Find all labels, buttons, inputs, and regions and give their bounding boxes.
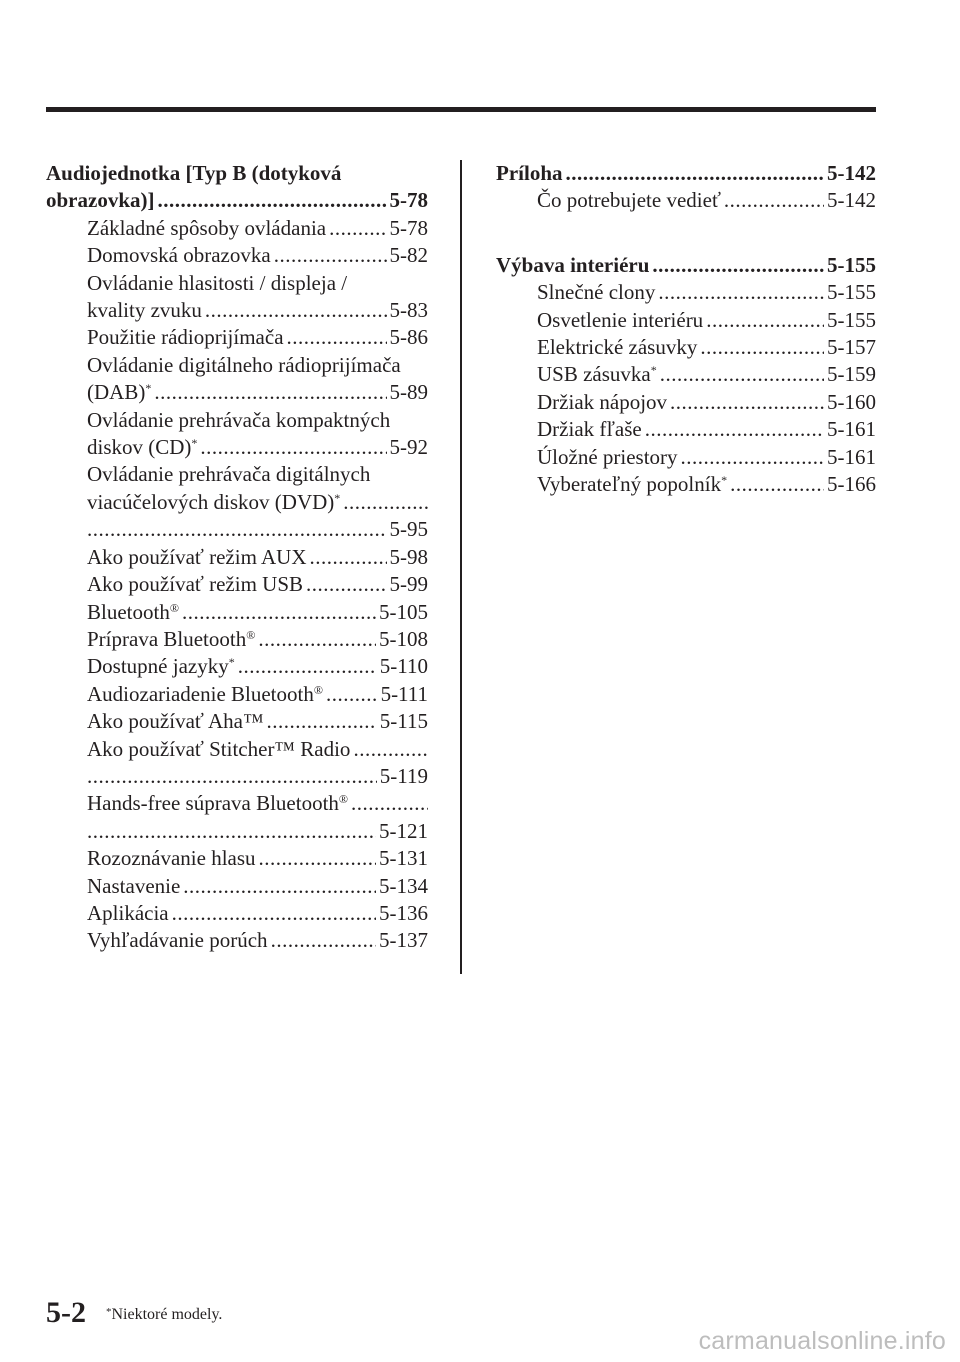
toc-item-page: 5-136 (379, 900, 428, 925)
toc-item-page: 5-159 (827, 362, 876, 387)
toc-item[interactable] (46, 900, 428, 927)
dot-leader (87, 516, 387, 543)
toc-item-page: 5-155 (827, 280, 876, 305)
toc-item[interactable] (46, 845, 428, 872)
footnote (106, 1306, 222, 1324)
toc-item[interactable] (46, 818, 428, 845)
toc-item-line (46, 489, 428, 516)
section-gap (496, 215, 876, 252)
toc-heading-title: obrazovka)] (46, 188, 155, 213)
dot-leader (660, 361, 824, 388)
dot-leader (658, 279, 824, 306)
toc-item-title: Ako používať Stitcher™ Radio (87, 736, 351, 761)
dot-leader (172, 900, 376, 927)
dot-leader (271, 927, 376, 954)
toc-item-title: Držiak fľaše (537, 417, 642, 442)
model-asterisk: * (650, 363, 657, 378)
toc-heading-title: Výbava interiéru (496, 252, 650, 277)
registered-mark: ® (313, 682, 323, 697)
toc-item[interactable] (46, 544, 428, 571)
registered-mark: ® (246, 627, 256, 642)
toc-item-title: Držiak nápojov (537, 389, 668, 414)
model-asterisk: * (191, 436, 198, 451)
toc-item-page: 5-105 (379, 599, 428, 624)
toc-item-title: Domovská obrazovka (87, 243, 271, 268)
column-divider (460, 160, 462, 974)
model-asterisk: * (145, 381, 152, 396)
toc-item[interactable] (496, 471, 876, 498)
dot-leader (681, 444, 824, 471)
toc-heading-page: 5-142 (827, 161, 876, 185)
watermark: carmanualsonline.info (698, 1327, 946, 1355)
toc-item-page: 5-121 (379, 818, 428, 843)
toc-heading-audio-line1: Audiojednotka [Typ B (dotyková (46, 161, 342, 185)
toc-item-page: 5-119 (379, 763, 428, 788)
toc-item-page: 5-131 (379, 846, 428, 871)
toc-item-title: Osvetlenie interiéru (537, 307, 704, 332)
toc-item[interactable] (46, 653, 428, 680)
toc-item-page: 5-99 (389, 572, 428, 597)
dot-leader (351, 790, 428, 817)
toc-item-page: 5-160 (827, 389, 876, 414)
model-asterisk: * (334, 490, 341, 505)
toc-item-page: 5-157 (827, 335, 876, 360)
dot-leader (730, 471, 824, 498)
toc-item[interactable] (46, 215, 428, 242)
toc-item-title: Slnečné clony (537, 280, 656, 305)
toc-item[interactable] (46, 516, 428, 543)
toc-item-title: Elektrické zásuvky (537, 335, 698, 360)
toc-item[interactable] (46, 708, 428, 735)
toc-item[interactable] (46, 599, 428, 626)
toc-item-page: 5-98 (389, 544, 428, 569)
toc-item-page: 5-161 (827, 444, 876, 469)
toc-heading-vybava[interactable] (496, 252, 876, 279)
dot-leader (182, 599, 376, 626)
dot-leader (310, 544, 387, 571)
dot-leader (274, 242, 387, 269)
toc-item-title: Základné spôsoby ovládania (87, 215, 327, 240)
registered-mark: ® (169, 600, 179, 615)
dot-leader (329, 215, 386, 242)
dot-leader (700, 334, 824, 361)
toc-item-page: 5-95 (389, 517, 428, 542)
toc-item-title: Audiozariadenie Bluetooth® (87, 681, 323, 706)
toc-item-title: Úložné priestory (537, 444, 678, 469)
model-asterisk: * (106, 1306, 112, 1318)
toc-item-page: 5-78 (389, 215, 428, 240)
toc-item-page: 5-108 (379, 626, 428, 651)
toc-item[interactable] (46, 434, 428, 461)
toc-item-title: Aplikácia (87, 900, 169, 925)
toc-item-title: Čo potrebujete vedieť (537, 188, 721, 213)
toc-item-page: 5-89 (389, 380, 428, 405)
dot-leader (645, 416, 824, 443)
toc-item-page: 5-82 (389, 243, 428, 268)
toc-item-title: Ako používať Aha™ (87, 709, 264, 734)
toc-item[interactable] (46, 324, 428, 351)
toc-item-page: 5-92 (389, 435, 428, 460)
dot-leader (87, 818, 376, 845)
toc-item-line: Ovládanie prehrávača kompaktných (87, 407, 391, 432)
toc-item[interactable] (46, 242, 428, 269)
dot-leader (326, 681, 378, 708)
toc-item[interactable] (46, 873, 428, 900)
dot-leader (87, 763, 377, 790)
toc-item-page: 5-161 (827, 417, 876, 442)
model-asterisk: * (721, 473, 728, 488)
toc-item-line: Ovládanie digitálneho rádioprijímača (87, 352, 401, 377)
toc-item-title: (DAB)* (87, 380, 152, 405)
toc-item-title: Vyhľadávanie porúch (87, 928, 268, 953)
dot-leader (353, 736, 428, 763)
toc-item-title: Nastavenie (87, 873, 181, 898)
toc-left-column (46, 160, 428, 955)
toc-item-title: Hands-free súprava Bluetooth® (87, 791, 349, 816)
dot-leader (158, 187, 387, 214)
registered-mark: ® (338, 792, 349, 807)
dot-leader (259, 845, 376, 872)
dot-leader (652, 252, 824, 279)
dot-leader (670, 389, 824, 416)
toc-item[interactable] (496, 307, 876, 334)
toc-right-column (496, 160, 876, 498)
toc-item[interactable] (46, 571, 428, 598)
dot-leader (267, 708, 377, 735)
dot-leader (566, 160, 825, 187)
dot-leader (200, 434, 386, 461)
dot-leader (306, 571, 386, 598)
toc-item-page: 5-115 (379, 709, 428, 734)
footnote-text: Niektoré modely. (111, 1306, 223, 1323)
toc-item-line (46, 790, 428, 817)
toc-item-page: 5-142 (827, 188, 876, 213)
toc-item[interactable] (496, 361, 876, 388)
toc-heading-priloha[interactable] (496, 160, 876, 187)
toc-heading-page: 5-155 (827, 252, 876, 277)
toc-item-title: viacúčelových diskov (DVD)* (87, 489, 341, 514)
toc-item-page: 5-166 (827, 472, 876, 497)
toc-item[interactable] (496, 416, 876, 443)
toc-item-title: Príprava Bluetooth® (87, 626, 256, 651)
dot-leader (258, 626, 376, 653)
toc-item-line: Ovládanie hlasitosti / displeja / (87, 270, 348, 295)
toc-heading-audio[interactable] (46, 187, 428, 214)
toc-item-line (46, 736, 428, 763)
dot-leader (205, 297, 387, 324)
toc-item-page: 5-134 (379, 873, 428, 898)
toc-heading-page: 5-78 (389, 188, 428, 213)
page-number: 5-2 (46, 1296, 86, 1329)
toc-item[interactable] (46, 681, 428, 708)
toc-item[interactable] (496, 334, 876, 361)
toc-item-title: kvality zvuku (87, 298, 202, 323)
model-asterisk: * (228, 655, 235, 670)
toc-item[interactable] (46, 927, 428, 954)
dot-leader (154, 379, 386, 406)
dot-leader (183, 873, 376, 900)
dot-leader (706, 307, 824, 334)
toc-item-title: Vyberateľný popolník* (537, 472, 728, 497)
dot-leader (724, 187, 824, 214)
toc-item-title: USB zásuvka* (537, 362, 657, 387)
toc-item-title: Bluetooth® (87, 599, 179, 624)
toc-item-page: 5-155 (827, 307, 876, 332)
toc-item[interactable] (496, 279, 876, 306)
toc-item[interactable] (496, 187, 876, 214)
toc-item-title: Rozoznávanie hlasu (87, 846, 256, 871)
toc-item[interactable] (46, 379, 428, 406)
toc-item-title: Ako používať režim AUX (87, 544, 307, 569)
dot-leader (287, 324, 387, 351)
toc-item-title: Použitie rádioprijímača (87, 325, 284, 350)
toc-item[interactable] (496, 389, 876, 416)
toc-item-title: Dostupné jazyky* (87, 654, 235, 679)
toc-item-line: Ovládanie prehrávača digitálnych (87, 462, 371, 487)
top-rule (46, 107, 876, 112)
toc-item-page: 5-110 (379, 654, 428, 679)
toc-heading-title: Príloha (496, 161, 563, 185)
toc-item[interactable] (46, 626, 428, 653)
toc-item[interactable] (46, 763, 428, 790)
toc-item-page: 5-137 (379, 928, 428, 953)
dot-leader (343, 489, 428, 516)
toc-item[interactable] (46, 297, 428, 324)
toc-item-title: Ako používať režim USB (87, 572, 304, 597)
dot-leader (238, 653, 377, 680)
toc-item-title: diskov (CD)* (87, 435, 198, 460)
toc-item[interactable] (496, 444, 876, 471)
toc-item-page: 5-111 (380, 681, 428, 706)
toc-item-page: 5-86 (389, 325, 428, 350)
toc-item-page: 5-83 (389, 298, 428, 323)
